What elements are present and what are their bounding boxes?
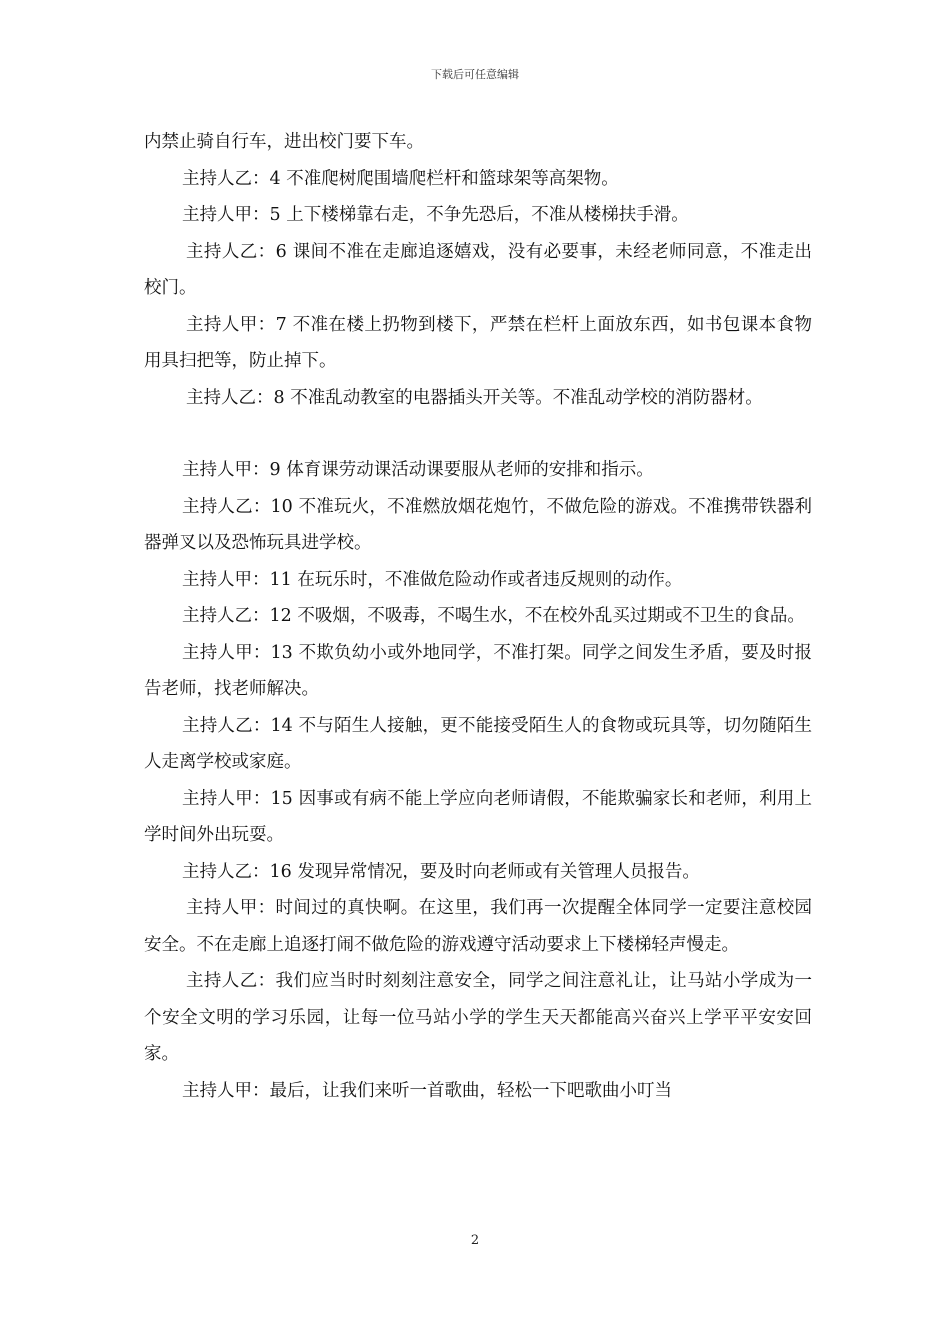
paragraph: 主持人乙：6 课间不准在走廊追逐嬉戏，没有必要事，未经老师同意，不准走出校门。 [144, 241, 812, 298]
page-number: 2 [470, 1233, 480, 1248]
document-body [144, 124, 812, 1109]
paragraph: 主持人甲：5 上下楼梯靠右走，不争先恐后，不准从楼梯扶手滑。 [182, 205, 689, 225]
paragraph: 主持人乙：16 发现异常情况，要及时向老师或有关管理人员报告。 [182, 861, 700, 882]
paragraph: 内禁止骑自行车，进出校门要下车。 [144, 132, 424, 152]
paragraph: 主持人乙：4 不准爬树爬围墙爬栏杆和篮球架等高架物。 [182, 168, 619, 189]
paragraph: 主持人乙：12 不吸烟，不吸毒，不喝生水，不在校外乱买过期或不卫生的食品。 [182, 606, 805, 626]
paragraph: 主持人甲：11 在玩乐时，不准做危险动作或者违反规则的动作。 [182, 569, 683, 590]
paragraph-gap [144, 416, 812, 452]
page-header: 下载后可任意编辑 [431, 68, 519, 81]
paragraph: 主持人乙：10 不准玩火，不准燃放烟花炮竹，不做危险的游戏。不准携带铁器利器弹叉以及恐怖玩具进学校。 [144, 496, 812, 553]
paragraph: 主持人甲：最后，让我们来听一首歌曲，轻松一下吧歌曲小叮当 [182, 1080, 672, 1101]
paragraph: 主持人甲：9 体育课劳动课活动课要服从老师的安排和指示。 [182, 460, 654, 480]
paragraph: 主持人乙：我们应当时时刻刻注意安全，同学之间注意礼让，让马站小学成为一个安全文明的学习乐园，让每一位马站小学的学生天天都能高兴奋兴上学平平安安回家。 [144, 971, 812, 1064]
paragraph: 主持人甲：13 不欺负幼小或外地同学，不准打架。同学之间发生矛盾，要及时报告老师，找老师解决。 [144, 642, 812, 699]
paragraph: 主持人甲：时间过的真快啊。在这里，我们再一次提醒全体同学一定要注意校园安全。不在走廊上追逐打闹不做危险的游戏遵守活动要求上下楼梯轻声慢走。 [144, 898, 812, 955]
paragraph: 主持人甲：7 不准在楼上扔物到楼下，严禁在栏杆上面放东西，如书包课本食物用具扫把等，防止掉下。 [144, 314, 812, 371]
paragraph: 主持人甲：15 因事或有病不能上学应向老师请假，不能欺骗家长和老师，利用上学时间外出玩耍。 [144, 788, 812, 845]
paragraph: 主持人乙：14 不与陌生人接触，更不能接受陌生人的食物或玩具等，切勿随陌生人走离学校或家庭。 [144, 715, 812, 772]
paragraph: 主持人乙：8 不准乱动教室的电器插头开关等。不准乱动学校的消防器材。 [186, 387, 763, 408]
